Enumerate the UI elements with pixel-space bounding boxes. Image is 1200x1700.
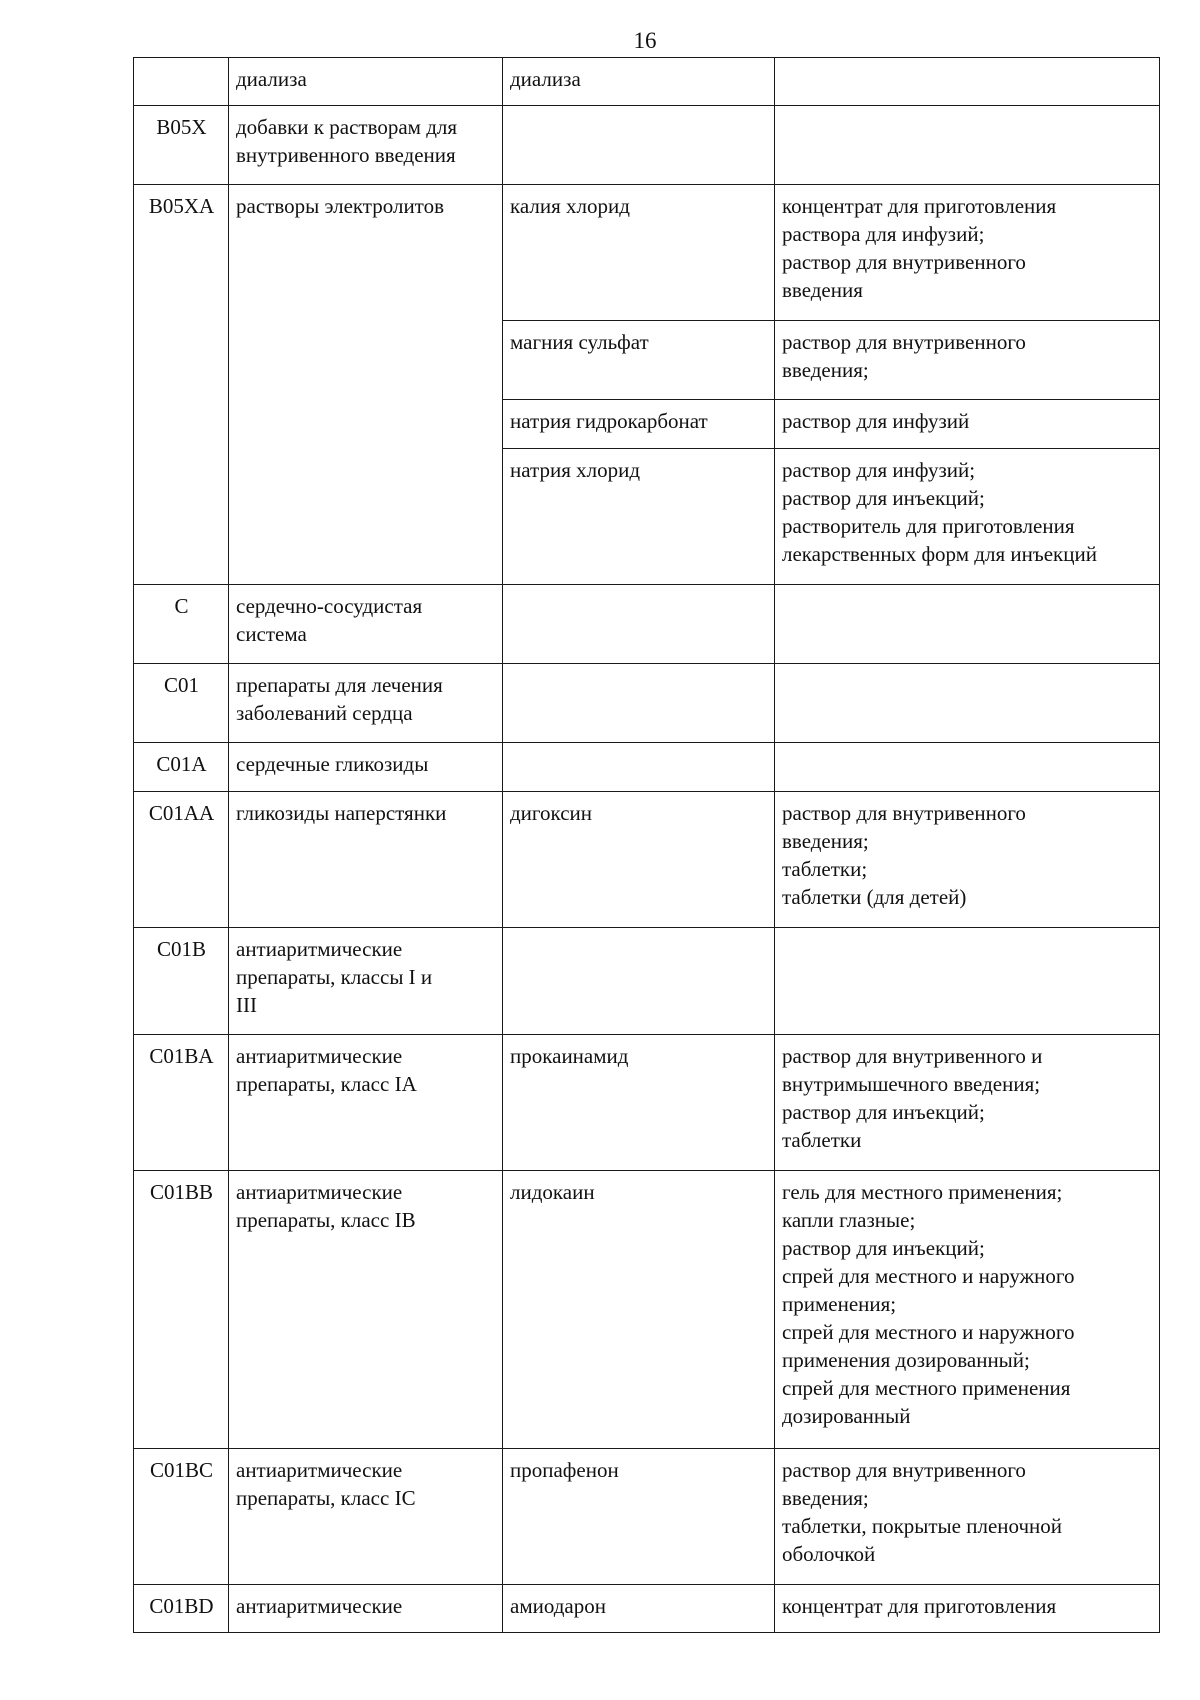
drug-cell xyxy=(503,58,775,106)
group-cell xyxy=(229,1171,503,1449)
cell-line: лидокаин xyxy=(510,1180,595,1204)
group-cell xyxy=(229,585,503,664)
dosage-form-cell xyxy=(775,664,1160,743)
drug-cell xyxy=(503,400,775,449)
atc-code-cell: B05XA xyxy=(134,185,229,585)
cell-line: раствор для внутривенного и xyxy=(782,1044,1043,1068)
cell-line: применения дозированный; xyxy=(782,1348,1030,1372)
drug-cell xyxy=(503,928,775,1035)
cell-line: введения; xyxy=(782,829,869,853)
cell-line: амиодарон xyxy=(510,1594,606,1618)
dosage-form-cell xyxy=(775,321,1160,400)
cell-line: магния сульфат xyxy=(510,330,649,354)
group-cell xyxy=(229,1449,503,1585)
group-cell xyxy=(229,664,503,743)
drug-cell xyxy=(503,1171,775,1449)
table-row xyxy=(134,928,1160,1035)
cell-line: прокаинамид xyxy=(510,1044,629,1068)
cell-line: антиаритмические xyxy=(236,1594,403,1618)
cell-line: дигоксин xyxy=(510,801,592,825)
cell-line: капли глазные; xyxy=(782,1208,916,1232)
drug-cell xyxy=(503,106,775,185)
group-cell xyxy=(229,1035,503,1171)
drug-cell xyxy=(503,585,775,664)
cell-line: диализа xyxy=(236,67,307,91)
dosage-form-cell xyxy=(775,1035,1160,1171)
cell-line: препараты, класс IB xyxy=(236,1208,416,1232)
dosage-form-cell xyxy=(775,449,1160,585)
cell-line: раствор для инъекций; xyxy=(782,486,985,510)
drug-cell xyxy=(503,743,775,792)
drug-cell xyxy=(503,664,775,743)
cell-line: введения; xyxy=(782,1486,869,1510)
cell-line: спрей для местного и наружного xyxy=(782,1264,1075,1288)
cell-line: таблетки; xyxy=(782,857,868,881)
table-row xyxy=(134,664,1160,743)
cell-line: антиаритмические xyxy=(236,1180,403,1204)
cell-line: таблетки, покрытые пленочной xyxy=(782,1514,1063,1538)
group-cell xyxy=(229,1585,503,1633)
atc-code-cell: C xyxy=(134,585,229,664)
cell-line: гель для местного применения; xyxy=(782,1180,1063,1204)
dosage-form-cell xyxy=(775,1449,1160,1585)
dosage-form-cell xyxy=(775,1171,1160,1449)
table-row xyxy=(134,185,1160,321)
cell-line: антиаритмические xyxy=(236,1044,403,1068)
group-cell xyxy=(229,185,503,585)
cell-line: препараты, класс IA xyxy=(236,1072,417,1096)
cell-line: система xyxy=(236,622,307,646)
cell-line: раствор для внутривенного xyxy=(782,250,1026,274)
dosage-form-cell xyxy=(775,400,1160,449)
cell-line: оболочкой xyxy=(782,1542,876,1566)
table-row xyxy=(134,585,1160,664)
cell-line: натрия хлорид xyxy=(510,458,640,482)
dosage-form-cell xyxy=(775,743,1160,792)
cell-line: применения; xyxy=(782,1292,897,1316)
table-row xyxy=(134,1449,1160,1585)
table-row xyxy=(134,1171,1160,1449)
cell-line: добавки к растворам для xyxy=(236,115,458,139)
cell-line: раствор для инфузий; xyxy=(782,458,976,482)
atc-code-cell: C01 xyxy=(134,664,229,743)
cell-line: раствора для инфузий; xyxy=(782,222,985,246)
drug-cell xyxy=(503,185,775,321)
drug-cell xyxy=(503,792,775,928)
cell-line: препараты, классы I и xyxy=(236,965,433,989)
cell-line: концентрат для приготовления xyxy=(782,1594,1057,1618)
drug-cell xyxy=(503,1035,775,1171)
cell-line: сердечные гликозиды xyxy=(236,752,429,776)
cell-line: антиаритмические xyxy=(236,1458,403,1482)
dosage-form-cell xyxy=(775,106,1160,185)
group-cell xyxy=(229,58,503,106)
table-row xyxy=(134,1585,1160,1633)
cell-line: диализа xyxy=(510,67,581,91)
cell-line: раствор для внутривенного xyxy=(782,330,1026,354)
cell-line: спрей для местного применения xyxy=(782,1376,1071,1400)
cell-line: спрей для местного и наружного xyxy=(782,1320,1075,1344)
atc-code-cell: C01A xyxy=(134,743,229,792)
cell-line: раствор для внутривенного xyxy=(782,801,1026,825)
cell-line: раствор для внутривенного xyxy=(782,1458,1026,1482)
group-cell xyxy=(229,106,503,185)
cell-line: заболеваний сердца xyxy=(236,701,413,725)
drug-list-table xyxy=(133,57,1160,1633)
drug-cell xyxy=(503,1449,775,1585)
group-cell xyxy=(229,792,503,928)
drug-cell xyxy=(503,321,775,400)
atc-code-cell: C01AA xyxy=(134,792,229,928)
drug-cell xyxy=(503,1585,775,1633)
dosage-form-cell xyxy=(775,928,1160,1035)
cell-line: раствор для инфузий xyxy=(782,409,970,433)
dosage-form-cell xyxy=(775,58,1160,106)
cell-line: растворитель для приготовления xyxy=(782,514,1075,538)
atc-code-cell: C01BD xyxy=(134,1585,229,1633)
cell-line: растворы электролитов xyxy=(236,194,445,218)
drug-cell xyxy=(503,449,775,585)
cell-line: раствор для инъекций; xyxy=(782,1100,985,1124)
page-number: 16 xyxy=(633,28,657,53)
cell-line: дозированный xyxy=(782,1404,911,1428)
table-row xyxy=(134,1035,1160,1171)
cell-line: III xyxy=(236,993,257,1017)
dosage-form-cell xyxy=(775,585,1160,664)
dosage-form-cell xyxy=(775,185,1160,321)
cell-line: внутривенного введения xyxy=(236,143,456,167)
dosage-form-cell xyxy=(775,792,1160,928)
cell-line: натрия гидрокарбонат xyxy=(510,409,708,433)
atc-code-cell: C01BB xyxy=(134,1171,229,1449)
cell-line: гликозиды наперстянки xyxy=(236,801,447,825)
cell-line: препараты для лечения xyxy=(236,673,443,697)
table-row xyxy=(134,106,1160,185)
table-row xyxy=(134,792,1160,928)
atc-code-cell: C01BC xyxy=(134,1449,229,1585)
cell-line: концентрат для приготовления xyxy=(782,194,1057,218)
atc-code-cell: B05X xyxy=(134,106,229,185)
cell-line: раствор для инъекций; xyxy=(782,1236,985,1260)
atc-code-cell: C01B xyxy=(134,928,229,1035)
table-row xyxy=(134,58,1160,106)
cell-line: антиаритмические xyxy=(236,937,403,961)
cell-line: пропафенон xyxy=(510,1458,619,1482)
cell-line: таблетки (для детей) xyxy=(782,885,967,909)
cell-line: введения; xyxy=(782,358,869,382)
cell-line: внутримышечного введения; xyxy=(782,1072,1041,1096)
cell-line: препараты, класс IC xyxy=(236,1486,416,1510)
cell-line: таблетки xyxy=(782,1128,862,1152)
group-cell xyxy=(229,743,503,792)
dosage-form-cell xyxy=(775,1585,1160,1633)
group-cell xyxy=(229,928,503,1035)
cell-line: лекарственных форм для инъекций xyxy=(782,542,1097,566)
table-row xyxy=(134,743,1160,792)
atc-code-cell xyxy=(134,58,229,106)
cell-line: калия хлорид xyxy=(510,194,630,218)
cell-line: сердечно-сосудистая xyxy=(236,594,423,618)
atc-code-cell: C01BA xyxy=(134,1035,229,1171)
cell-line: введения xyxy=(782,278,863,302)
